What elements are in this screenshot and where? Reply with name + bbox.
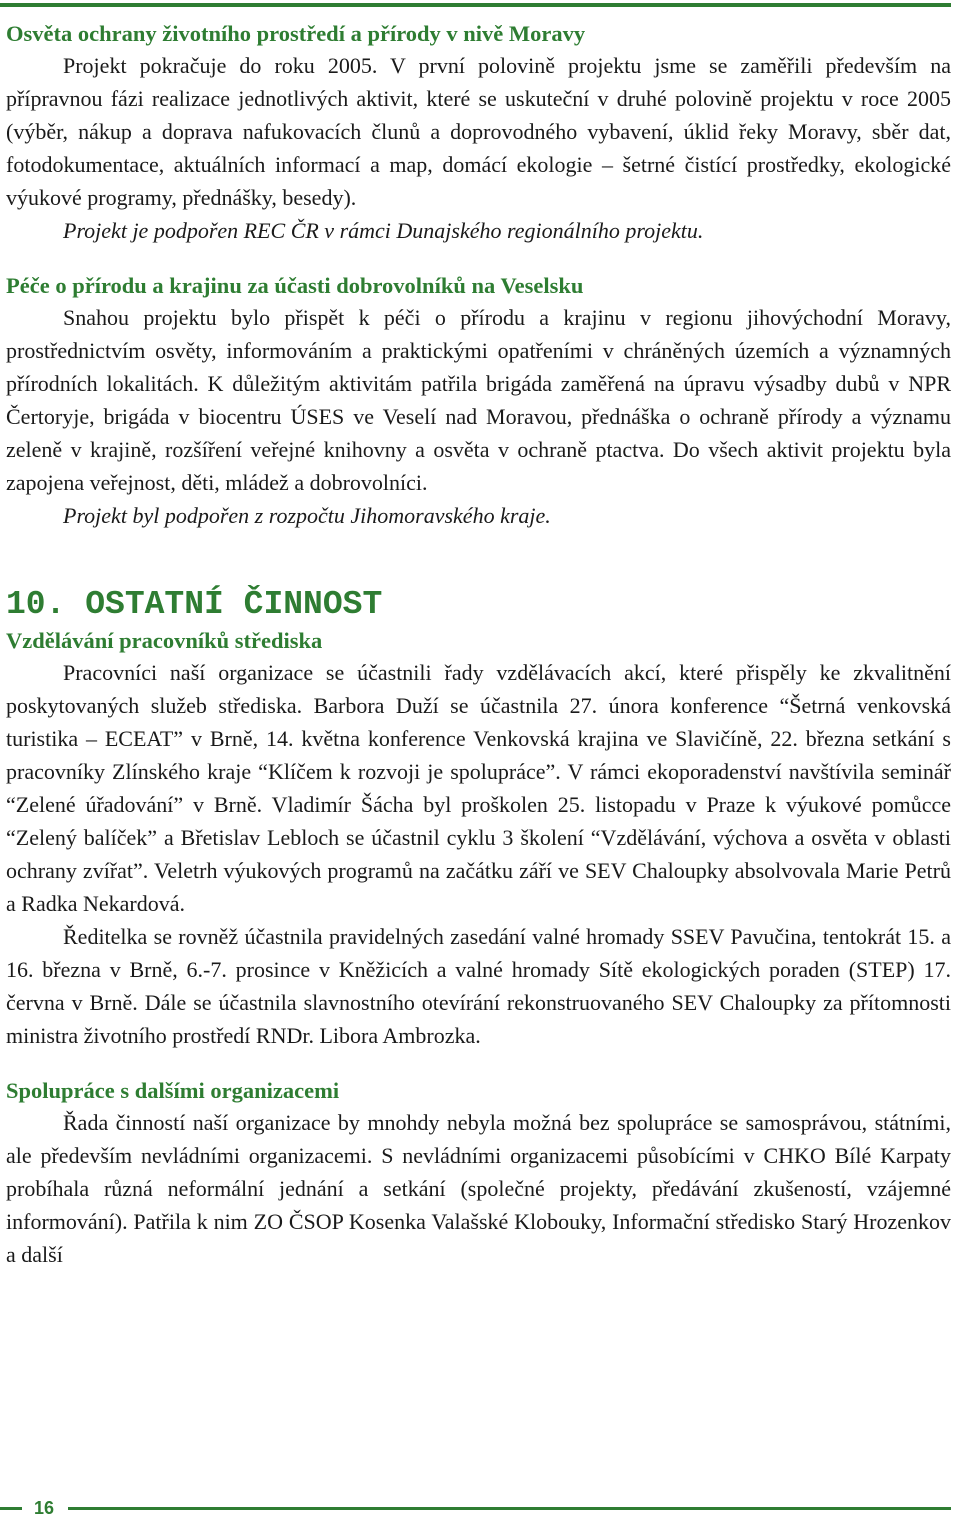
paragraph-note: Projekt byl podpořen z rozpočtu Jihomoravského kraje. [63,503,551,528]
paragraph: Řada činností naší organizace by mnohdy nebyla možná bez spolupráce se samosprávou, státními, ale především nevládními organizacemi. S nevládními organizacemi působícími v CHKO Bílé Karpaty probíhala různá neformální jednání a setkání (společné projekty, předávání zkušeností, vzájemné informování). Patřila k nim ZO ČSOP Kosenka Valašské Klobouky, Informační středisko Starý Hrozenkov a další [6,1110,951,1267]
top-rule [0,3,951,7]
page-footer [0,1494,951,1524]
paragraph: Snahou projektu bylo přispět k péči o přírodu a krajinu v regionu jihovýchodní Moravy, prostřednictvím osvěty, informováním a praktickými opatřeními v chráněných územích a významných přírodních lokalitách. K důležitým aktivitám patřila brigáda zaměřená na úpravu výsadby dubů v NPR Čertoryje, brigáda v biocentru ÚSES ve Veselí nad Moravou, přednáška o ochraně přírody a významu zeleně v krajině, rozšíření veřejné knihovny a osvěta v ochraně ptactva. Do všech aktivit projektu byla zapojena veřejnost, děti, mládež a dobrovolníci. [6,305,951,495]
section-heading: Péče o přírodu a krajinu za účasti dobrovolníků na Veselsku [6,273,584,298]
paragraph-note: Projekt je podpořen REC ČR v rámci Dunajského regionálního projektu. [63,218,704,243]
footer-rule-left [0,1507,22,1510]
chapter-title: 10. OSTATNÍ ČINNOST [6,586,383,623]
section-heading: Spolupráce s dalšími organizacemi [6,1078,340,1103]
paragraph: Projekt pokračuje do roku 2005. V první polovině projektu jsme se zaměřili především na přípravnou fázi realizace jednotlivých aktivit, které se uskuteční v druhé polovině projektu v roce 2005 (výběr, nákup a doprava nafukovacích člunů a doprovodného vybavení, úklid řeky Moravy, sběr dat, fotodokumentace, aktuálních informací a map, domácí ekologie – šetrné čistící prostředky, ekologické výukové programy, přednášky, besedy). [6,53,951,210]
page-content [6,19,951,1271]
footer-rule-right [68,1507,951,1510]
section-heading: Osvěta ochrany životního prostředí a přírody v nivě Moravy [6,21,586,46]
page-number: 16 [34,1498,55,1518]
paragraph: Pracovníci naší organizace se účastnili řady vzdělávacích akcí, které přispěly ke zkvalitnění poskytovaných služeb střediska. Barbora Duží se účastnila 27. února konference “Šetrná venkovská turistika – ECEAT” v Brně, 14. května konference Venkovská krajina ve Slavičíně, 22. března setkání s pracovníky Zlínského kraje “Klíčem k rozvoji je spolupráce”. V rámci ekoporadenství navštívila seminář “Zelené úřadování” v Brně. Vladimír Šácha byl proškolen 25. listopadu v Praze k výukové pomůcce “Zelený balíček” a Břetislav Lebloch se účastnil cyklu 3 školení “Vzdělávání, výchova a osvěta v oblasti ochrany zvířat”. Veletrh výukových programů na začátku září ve SEV Chaloupky absolvovala Marie Petrů a Radka Nekardová. [6,660,951,916]
paragraph: Ředitelka se rovněž účastnila pravidelných zasedání valné hromady SSEV Pavučina, tentokrát 15. a 16. března v Brně, 6.-7. prosince v Kněžicích a valné hromady Sítě ekologických poraden (STEP) 17. června v Brně. Dále se účastnila slavnostního otevírání rekonstruovaného SEV Chaloupky za přítomnosti ministra životního prostředí RNDr. Libora Ambrozka. [6,924,951,1048]
section-heading: Vzdělávání pracovníků střediska [6,628,323,653]
